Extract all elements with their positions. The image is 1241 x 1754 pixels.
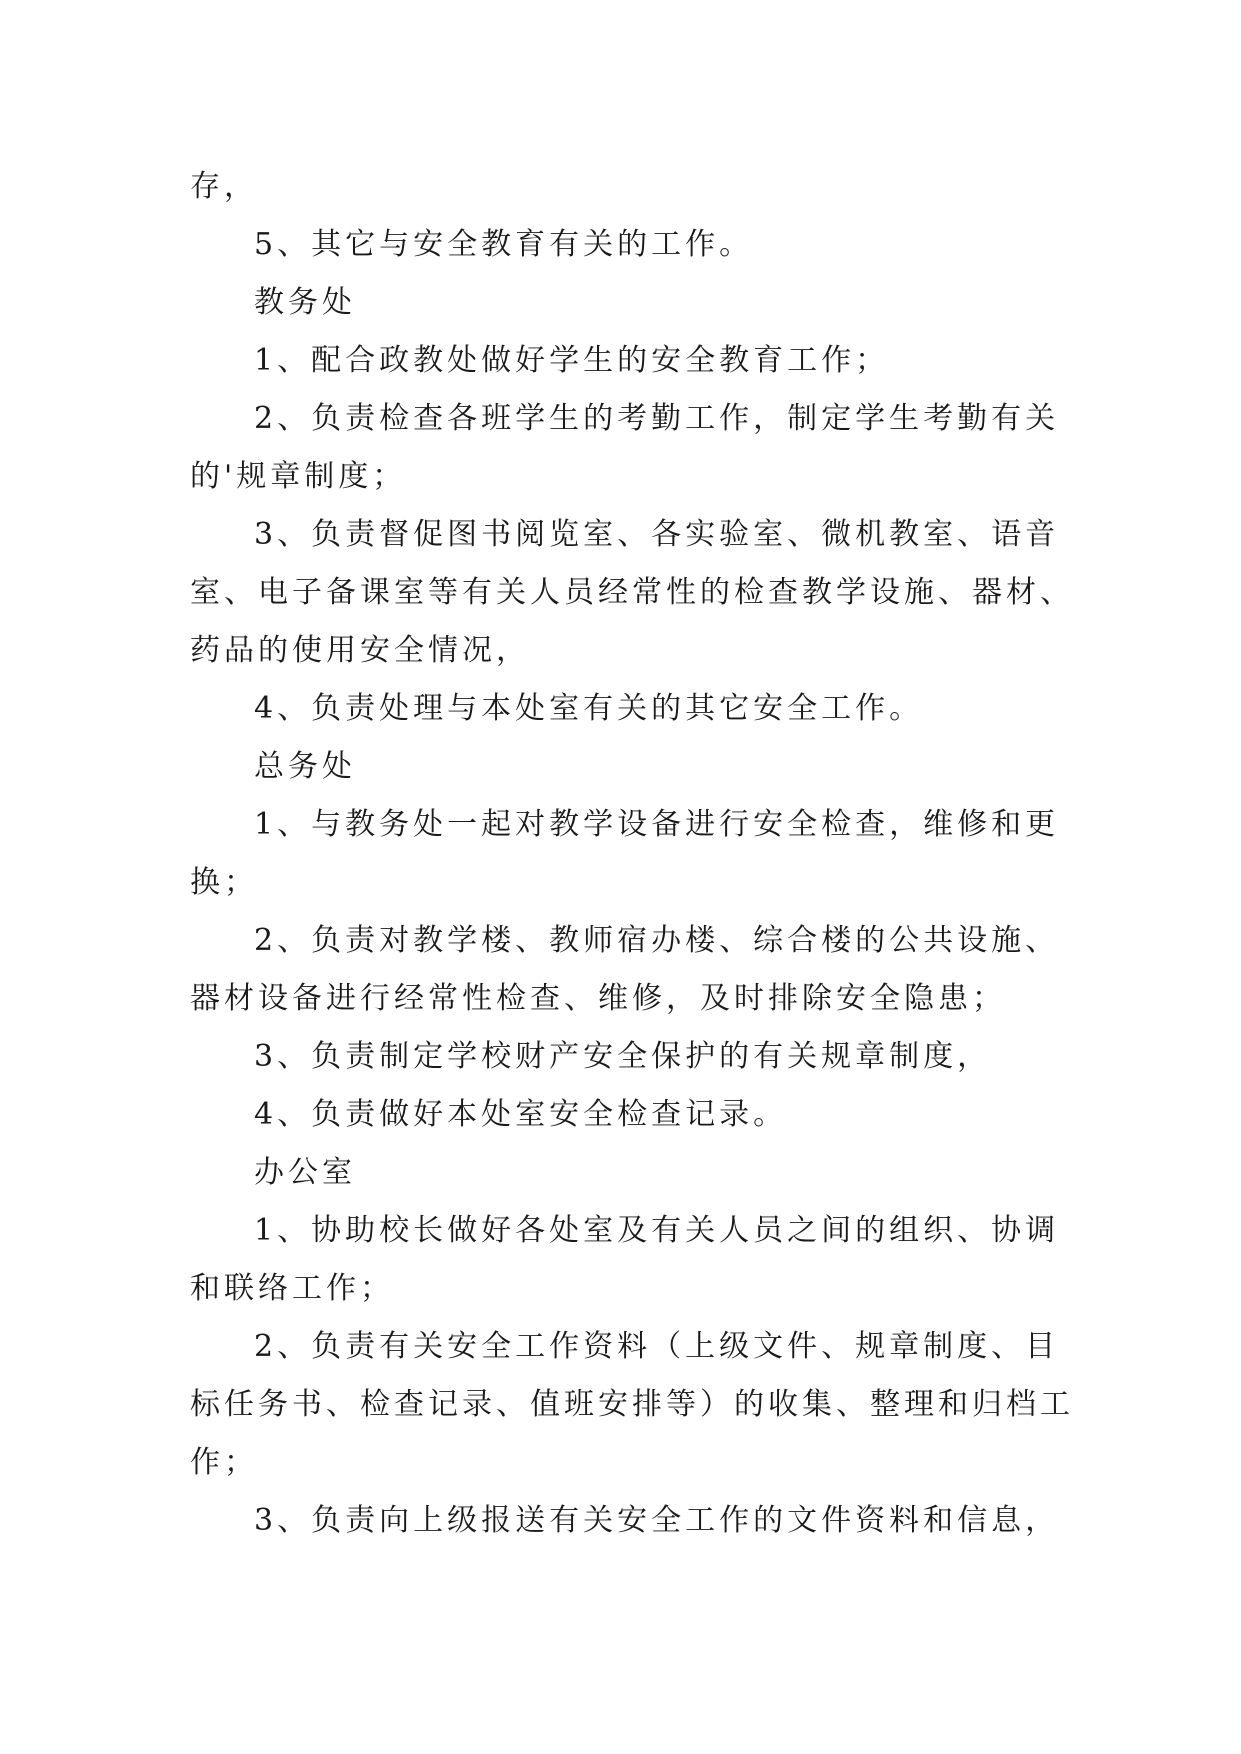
text-line: 和联络工作； xyxy=(190,1271,394,1306)
section-heading-bangongshi: 办公室 xyxy=(254,1155,356,1190)
text-line: 药品的使用安全情况， xyxy=(190,633,530,668)
text-line: 1、协助校长做好各处室及有关人员之间的组织、协调 xyxy=(254,1213,1060,1248)
text-line: 3、负责制定学校财产安全保护的有关规章制度， xyxy=(254,1039,992,1074)
text-line: 标任务书、检查记录、值班安排等）的收集、整理和归档工 xyxy=(190,1387,1074,1422)
section-heading-zongwuchu: 总务处 xyxy=(254,749,356,784)
text-line: 2、负责检查各班学生的考勤工作，制定学生考勤有关 xyxy=(254,401,1060,436)
document-body xyxy=(190,158,1074,1550)
section-heading-jiaowuchu: 教务处 xyxy=(254,285,356,320)
text-line: 2、负责对教学楼、教师宿办楼、综合楼的公共设施、 xyxy=(254,923,1060,958)
text-line: 4、负责处理与本处室有关的其它安全工作。 xyxy=(254,691,924,726)
text-line: 器材设备进行经常性检查、维修，及时排除安全隐患； xyxy=(190,981,1006,1016)
text-line: 1、配合政教处做好学生的安全教育工作； xyxy=(254,343,890,378)
text-line: 作； xyxy=(190,1445,258,1480)
text-line: 3、负责向上级报送有关安全工作的文件资料和信息， xyxy=(254,1503,1060,1538)
text-line: 5、其它与安全教育有关的工作。 xyxy=(254,227,754,262)
text-line: 1、与教务处一起对教学设备进行安全检查，维修和更 xyxy=(254,807,1060,842)
text-line: 的'规章制度； xyxy=(190,459,407,494)
text-line: 室、电子备课室等有关人员经常性的检查教学设施、器材、 xyxy=(190,575,1074,610)
text-line: 换； xyxy=(190,865,258,900)
text-line: 4、负责做好本处室安全检查记录。 xyxy=(254,1097,788,1132)
text-line: 2、负责有关安全工作资料（上级文件、规章制度、目 xyxy=(254,1329,1060,1364)
text-line: 3、负责督促图书阅览室、各实验室、微机教室、语音 xyxy=(254,517,1060,552)
text-line: 存， xyxy=(190,169,258,204)
